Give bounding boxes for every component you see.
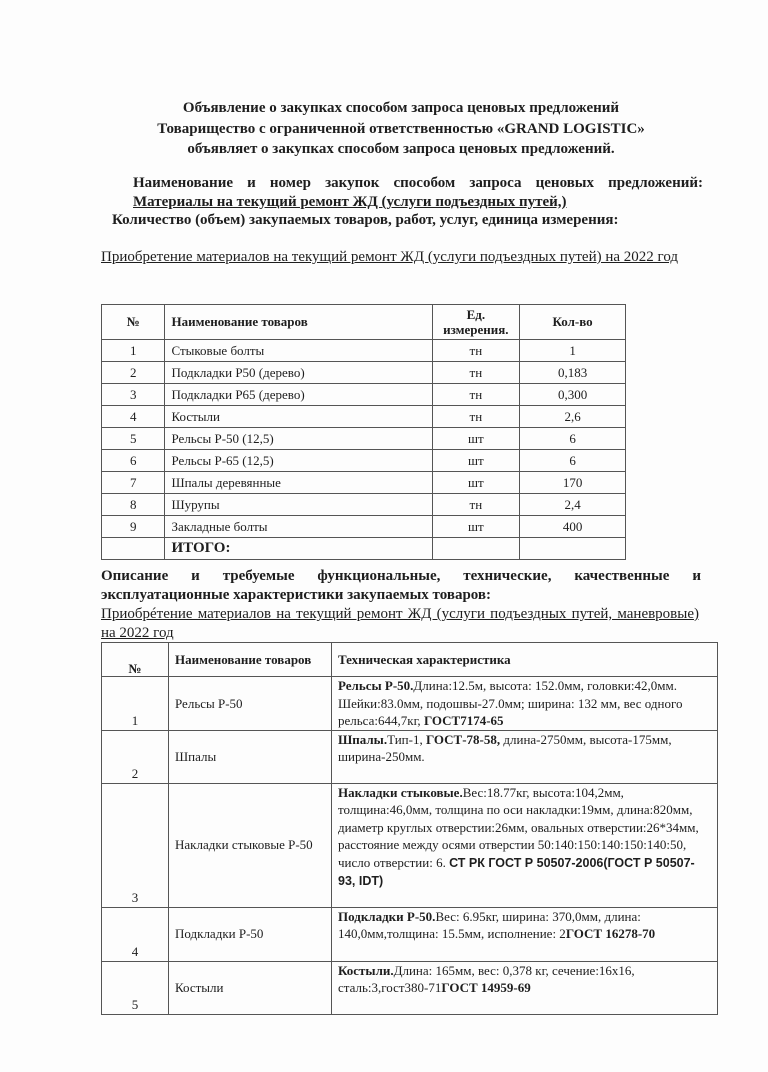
cell-qty: 2,4 xyxy=(520,494,626,516)
spec-title: Шпалы. xyxy=(338,731,388,747)
cell-qty: 0,300 xyxy=(520,384,626,406)
cell-unit: шт xyxy=(432,450,520,472)
spec-standard: ГОСТ 16278-70 xyxy=(565,926,656,941)
procurement-name-value: Материалы на текущий ремонт ЖД (услуги подъездных путей,) xyxy=(133,194,567,210)
cell-qty: 0,183 xyxy=(520,362,626,384)
cell-name: Костыли xyxy=(169,961,332,1014)
header-line-2: Товарищество с ограниченной ответственностью «GRAND LOGISTIC» xyxy=(157,120,645,137)
cell-spec xyxy=(332,961,718,1014)
cell-num: 3 xyxy=(102,384,165,406)
table-row xyxy=(102,450,626,472)
cell-unit: тн xyxy=(432,494,520,516)
spec-title: Костыли. xyxy=(338,962,394,978)
cell-unit: тн xyxy=(432,406,520,428)
cell-qty: 1 xyxy=(520,340,626,362)
cell-qty: 400 xyxy=(520,516,626,538)
header-line-3: объявляет о закупках способом запроса ценовых предложений. xyxy=(187,141,615,157)
table2-caption: Приобрéтение материалов на текущий ремонт ЖД (услуги подъездных путей, маневровые) на 2022 год xyxy=(101,606,699,641)
table-row xyxy=(102,472,626,494)
spec-text: Вес: 6.95кг, ширина: 370,0мм, длина: 140,0мм,толщина: 15.5мм, исполнение: 2 xyxy=(338,908,641,941)
cell-unit: шт xyxy=(432,472,520,494)
cell-name: Рельсы Р-50 xyxy=(169,677,332,731)
cell-num: 7 xyxy=(102,472,165,494)
header-qty: Кол-во xyxy=(520,305,626,340)
spec-title: Накладки стыковые. xyxy=(338,784,463,800)
table-row xyxy=(102,677,718,731)
table-header-row xyxy=(102,305,626,340)
cell-num: 6 xyxy=(102,450,165,472)
cell-name: Подкладки Р50 (дерево) xyxy=(165,362,432,384)
table-row xyxy=(102,340,626,362)
cell-spec xyxy=(332,730,718,783)
cell-num xyxy=(102,538,165,560)
table-row xyxy=(102,730,718,783)
cell-spec xyxy=(332,907,718,961)
table-row xyxy=(102,783,718,907)
header-name: Наименование товаров xyxy=(165,305,432,340)
cell-spec xyxy=(332,677,718,731)
cell-name: Шпалы xyxy=(169,730,332,783)
cell-num: 5 xyxy=(102,428,165,450)
cell-name: Подкладки Р65 (дерево) xyxy=(165,384,432,406)
cell-name: Шпалы деревянные xyxy=(165,472,432,494)
announcement-header xyxy=(100,98,702,160)
header-num: № xyxy=(102,643,169,677)
cell-num: 8 xyxy=(102,494,165,516)
description-heading: Описание и требуемые функциональные, технические, качественные и эксплуатационные характеристики закупаемых товаров: xyxy=(101,568,701,603)
spec-standard: ГОСТ-78-58, xyxy=(425,731,501,747)
header-unit: Ед. измерения. xyxy=(432,305,520,340)
total-row xyxy=(102,538,626,560)
procurement-name-label: Наименование и номер закупок способом запроса ценовых предложений: xyxy=(133,175,703,191)
cell-name: Закладные болты xyxy=(165,516,432,538)
spec-standard: СТ РК ГОСТ Р 50507-2006(ГОСТ Р 50507-93, IDT) xyxy=(338,855,695,888)
spec-title: Рельсы Р-50. xyxy=(338,678,414,693)
table1-caption: Приобретение материалов на текущий ремонт ЖД (услуги подъездных путей) на 2022 год xyxy=(101,249,679,265)
cell-num: 5 xyxy=(102,961,169,1014)
cell-name: Шурупы xyxy=(165,494,432,516)
cell-qty xyxy=(520,538,626,560)
cell-num: 1 xyxy=(102,677,169,731)
cell-qty: 2,6 xyxy=(520,406,626,428)
cell-name: Костыли xyxy=(165,406,432,428)
cell-unit: тн xyxy=(432,362,520,384)
spec-title: Подкладки Р-50. xyxy=(338,908,436,924)
total-label: ИТОГО: xyxy=(165,538,432,560)
cell-num: 9 xyxy=(102,516,165,538)
table-row xyxy=(102,961,718,1014)
spec-text: Длина:12.5м, высота: 152.0мм, головки:42,0мм. Шейки:83.0мм, подошвы-27.0мм; ширина: 132 мм, вес одного рельса:644,7кг, xyxy=(338,678,683,728)
cell-num: 4 xyxy=(102,406,165,428)
cell-unit xyxy=(432,538,520,560)
table-row xyxy=(102,384,626,406)
cell-unit: шт xyxy=(432,428,520,450)
table-row xyxy=(102,428,626,450)
cell-num: 2 xyxy=(102,730,169,783)
cell-name: Рельсы Р-50 (12,5) xyxy=(165,428,432,450)
cell-name: Накладки стыковые Р-50 xyxy=(169,783,332,907)
cell-name: Подкладки Р-50 xyxy=(169,907,332,961)
table-row xyxy=(102,406,626,428)
cell-name: Рельсы Р-65 (12,5) xyxy=(165,450,432,472)
cell-name: Стыковые болты xyxy=(165,340,432,362)
spec-text: Вес:18.77кг, высота:104,2мм, толщина:46,0мм, толщина по оси накладки:19мм, длина:820мм, диаметр круглых отверстии:26мм, овальных отверстии:26*34мм, расстояние между осями отверстии 50:140:150:140:150:140:50, число отверстии: 6. xyxy=(338,784,699,870)
table-header-row xyxy=(102,643,718,677)
header-spec: Техническая характеристика xyxy=(332,643,718,677)
table-row xyxy=(102,362,626,384)
spec-text: Тип-1, xyxy=(387,731,426,747)
cell-num: 1 xyxy=(102,340,165,362)
cell-qty: 170 xyxy=(520,472,626,494)
procurement-quantity-label: Количество (объем) закупаемых товаров, работ, услуг, единица измерения: xyxy=(112,212,619,228)
spec-standard: ГОСТ7174-65 xyxy=(423,713,504,728)
cell-qty: 6 xyxy=(520,428,626,450)
header-num: № xyxy=(102,305,165,340)
table-row xyxy=(102,494,626,516)
cell-spec xyxy=(332,783,718,907)
technical-specs-table xyxy=(101,642,718,1015)
header-line-1: Объявление о закупках способом запроса ценовых предложений xyxy=(182,100,620,116)
cell-num: 2 xyxy=(102,362,165,384)
goods-quantity-table xyxy=(101,304,626,560)
spec-standard: ГОСТ 14959-69 xyxy=(441,980,531,995)
cell-unit: шт xyxy=(432,516,520,538)
cell-qty: 6 xyxy=(520,450,626,472)
table-row xyxy=(102,516,626,538)
table-row xyxy=(102,907,718,961)
header-name: Наименование товаров xyxy=(169,643,332,677)
cell-unit: тн xyxy=(432,384,520,406)
spec-text: Длина: 165мм, вес: 0,378 кг, сечение:16х16, сталь:3,гост380-71 xyxy=(338,962,635,995)
cell-num: 3 xyxy=(102,783,169,907)
spec-tail: длина-2750мм, высота-175мм, ширина-250мм. xyxy=(338,731,672,764)
cell-unit: тн xyxy=(432,340,520,362)
cell-num: 4 xyxy=(102,907,169,961)
